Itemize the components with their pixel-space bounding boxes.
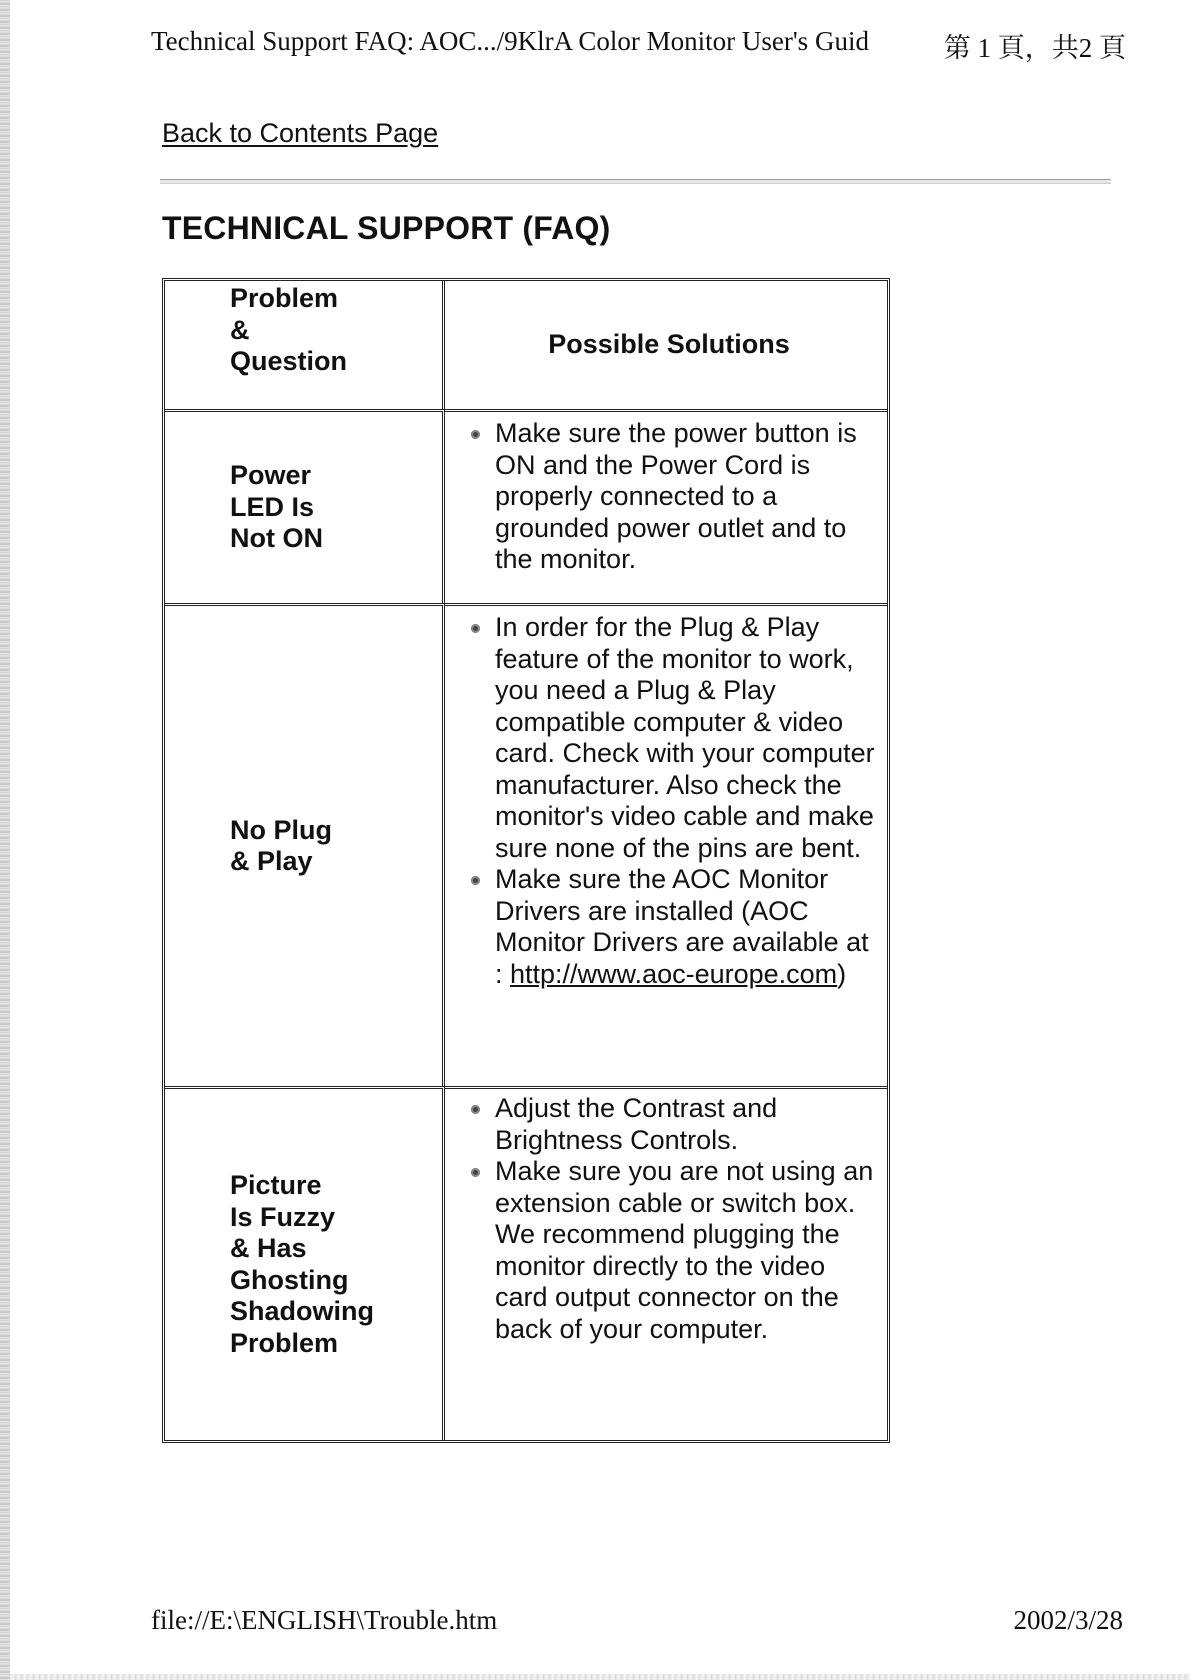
solution-item-suffix: ) — [837, 958, 847, 989]
problem-line: Shadowing — [230, 1296, 374, 1326]
scan-bottom-edge — [10, 1674, 1190, 1680]
problem-line: Power — [230, 460, 312, 491]
horizontal-rule — [160, 179, 1111, 184]
problem-line: Problem — [230, 1327, 339, 1358]
header-problem-cell — [165, 281, 445, 409]
table-header-row — [165, 281, 887, 409]
problem-line: Picture — [230, 1170, 322, 1200]
problem-line: No Plug — [230, 814, 332, 845]
solutions-cell — [445, 1086, 887, 1440]
problem-line: Is Fuzzy — [230, 1201, 336, 1232]
solutions-list — [495, 612, 883, 990]
print-footer-file-path: file://E:\ENGLISH\Trouble.htm — [151, 1605, 498, 1635]
table-row — [165, 603, 887, 1086]
aoc-europe-link[interactable]: http://www.aoc-europe.com — [510, 958, 838, 989]
print-header — [151, 26, 1126, 65]
print-footer — [151, 1605, 1123, 1636]
header-problem-line: & — [230, 314, 250, 345]
print-header-title: Technical Support FAQ: AOC.../9KlrA Color Monitor User's Guid — [151, 26, 869, 56]
print-header-page-info: 第 1 頁，共2 頁 — [943, 33, 1126, 63]
faq-table — [162, 278, 890, 1443]
solutions-list — [495, 1093, 883, 1345]
solution-item: Make sure you are not using an extension cable or switch box. We recommend plugging the monitor directly to the video card output connector on the back of your computer. — [495, 1156, 883, 1345]
header-solutions-label: Possible Solutions — [548, 329, 790, 360]
problem-line: Not ON — [230, 523, 323, 554]
solutions-cell — [445, 409, 887, 603]
back-to-contents-link[interactable]: Back to Contents Page — [162, 118, 439, 148]
table-row — [165, 1086, 887, 1440]
solution-item: In order for the Plug & Play feature of the monitor to work, you need a Plug & Play compatible computer & video card. Check with your computer manufacturer. Also check the monitor's video cable and make sure none of the pins are bent. — [495, 612, 883, 864]
print-footer-date: 2002/3/28 — [1013, 1605, 1123, 1635]
solution-item-text: Make sure the AOC Monitor Drivers are installed (AOC Monitor Drivers are available at : — [495, 864, 869, 989]
solution-item-with-link — [495, 864, 883, 990]
problem-line: LED Is — [230, 491, 315, 522]
scan-edge — [0, 0, 10, 1680]
problem-line: & Has — [230, 1233, 307, 1263]
solutions-cell — [445, 603, 887, 1086]
problem-line: & Play — [230, 846, 313, 876]
problem-line: Ghosting — [230, 1264, 349, 1295]
header-problem-line: Question — [230, 346, 348, 376]
page-title: TECHNICAL SUPPORT (FAQ) — [162, 210, 611, 246]
solution-item: Adjust the Contrast and Brightness Controls. — [495, 1093, 883, 1156]
solutions-list — [495, 418, 883, 576]
problem-cell — [165, 409, 445, 603]
problem-cell — [165, 603, 445, 1086]
header-problem-line: Problem — [230, 283, 339, 313]
solution-item: Make sure the power button is ON and the Power Cord is properly connected to a grounded power outlet and to the monitor. — [495, 418, 883, 576]
problem-cell — [165, 1086, 445, 1440]
header-solutions-cell — [445, 281, 887, 409]
table-row — [165, 409, 887, 603]
